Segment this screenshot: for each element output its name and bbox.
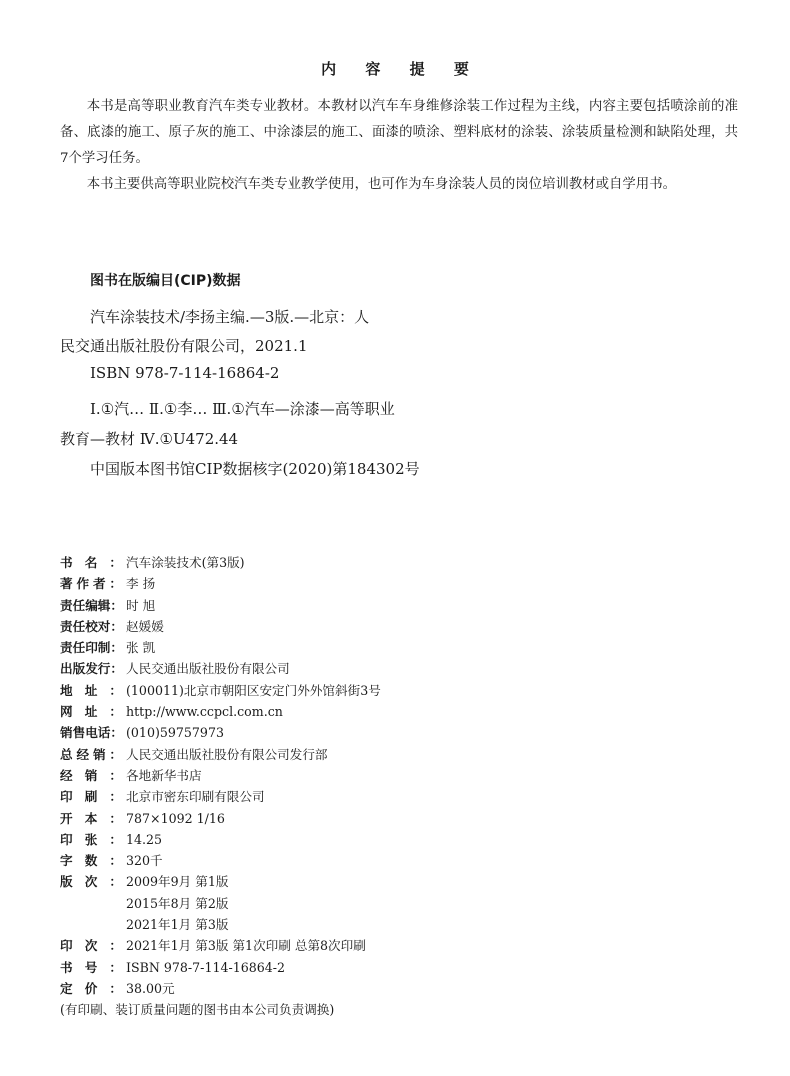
info-label: 责 任 印 制 ：	[60, 640, 123, 656]
info-value: 赵媛媛	[126, 618, 164, 634]
info-value: 787×1092 1/16	[126, 810, 225, 826]
info-label: 著 作 者 ：	[60, 576, 122, 592]
info-label: 印 张 ：	[60, 831, 122, 847]
info-row	[60, 616, 381, 637]
cip-title: 图书在版编目(CIP)数据	[90, 273, 241, 289]
info-value: 14.25	[126, 831, 163, 847]
info-value: 时 旭	[126, 597, 156, 613]
info-label: 总 经 销 ：	[60, 746, 122, 762]
info-value: 李 扬	[126, 576, 156, 592]
info-edition-3: 2021年1月 第3版	[126, 917, 229, 933]
info-value: 320千	[126, 853, 163, 869]
cip-line-1: 汽车涂装技术/李扬主编.—3版.—北京：人	[90, 308, 370, 326]
cip-line-2: 民交通出版社股份有限公司，2021.1	[60, 337, 308, 355]
info-value: 汽车涂装技术(第3版)	[126, 555, 245, 570]
info-label: 责 任 校 对 ：	[60, 618, 123, 634]
info-value: 各地新华书店	[126, 767, 202, 783]
info-label: 责 任 编 辑 ：	[60, 597, 123, 613]
info-value: 38.00元	[126, 980, 175, 996]
summary-paragraph-2: 本书主要供高等职业院校汽车类专业教学使用，也可作为车身涂装人员的岗位培训教材或自学用书。	[86, 177, 676, 192]
info-value: ISBN 978-7-114-16864-2	[126, 959, 286, 975]
info-row	[60, 680, 381, 701]
info-row	[60, 722, 381, 743]
info-label: 定 价 ：	[60, 980, 122, 996]
publication-info	[60, 552, 381, 1021]
summary-text	[60, 94, 738, 198]
info-label: 印 刷 ：	[60, 789, 122, 805]
info-row	[60, 957, 381, 978]
info-row	[60, 637, 381, 658]
info-value: 2009年9月 第1版	[126, 874, 229, 890]
summary-paragraph-1: 本书是高等职业教育汽车类专业教材。本教材以汽车车身维修涂装工作过程为主线，内容主要包括喷涂前的准备、底漆的施工、原子灰的施工、中涂漆层的施工、面漆的喷涂、塑料底材的涂装、涂装质量检测和缺陷处理，共7个学习任务。	[60, 99, 738, 166]
cip-record-number: 中国版本图书馆CIP数据核字(2020)第184302号	[90, 460, 420, 478]
info-value: (100011)北京市朝阳区安定门外外馆斜街3号	[126, 682, 381, 698]
info-label: 网 址 ：	[60, 704, 122, 720]
info-label: 销 售 电 话 ：	[60, 725, 123, 741]
info-value: 人民交通出版社股份有限公司	[126, 661, 290, 677]
info-row	[60, 935, 381, 956]
info-footnote: (有印刷、装订质量问题的图书由本公司负责调换)	[60, 1002, 335, 1018]
info-row	[60, 595, 381, 616]
info-row	[60, 658, 381, 679]
cip-classification-2: 教育—教材 Ⅳ.①U472.44	[60, 430, 239, 448]
info-row	[60, 744, 381, 765]
info-label: 版 次 ：	[60, 874, 122, 890]
info-row	[60, 850, 381, 871]
cip-classification-1: Ⅰ.①汽… Ⅱ.①李… Ⅲ.①汽车—涂漆—高等职业	[90, 400, 395, 418]
info-row	[60, 978, 381, 999]
info-label: 地 址 ：	[60, 682, 122, 698]
info-label: 书 名 ：	[60, 555, 122, 570]
info-label: 印 次 ：	[60, 938, 122, 954]
cip-isbn: ISBN 978-7-114-16864-2	[90, 364, 280, 382]
info-row	[60, 701, 381, 722]
info-value: (010)59757973	[126, 725, 224, 741]
info-value: 人民交通出版社股份有限公司发行部	[126, 746, 328, 762]
info-row	[60, 829, 381, 850]
info-value: 北京市密东印刷有限公司	[126, 789, 265, 805]
info-row	[60, 786, 381, 807]
summary-title: 内 容 提 要	[321, 60, 481, 78]
info-value: 张 凯	[126, 640, 156, 656]
info-label: 开 本 ：	[60, 810, 122, 826]
info-edition-2: 2015年8月 第2版	[126, 895, 229, 911]
info-row	[60, 808, 381, 829]
info-row	[60, 871, 381, 892]
info-row	[60, 573, 381, 594]
info-value: http://www.ccpcl.com.cn	[126, 704, 283, 720]
info-row	[60, 765, 381, 786]
info-label: 经 销 ：	[60, 767, 122, 783]
info-label: 出 版 发 行 ：	[60, 661, 123, 677]
info-row	[60, 552, 381, 573]
info-value: 2021年1月 第3版 第1次印刷 总第8次印刷	[126, 938, 366, 954]
info-label: 书 号 ：	[60, 959, 122, 975]
info-label: 字 数 ：	[60, 853, 122, 869]
